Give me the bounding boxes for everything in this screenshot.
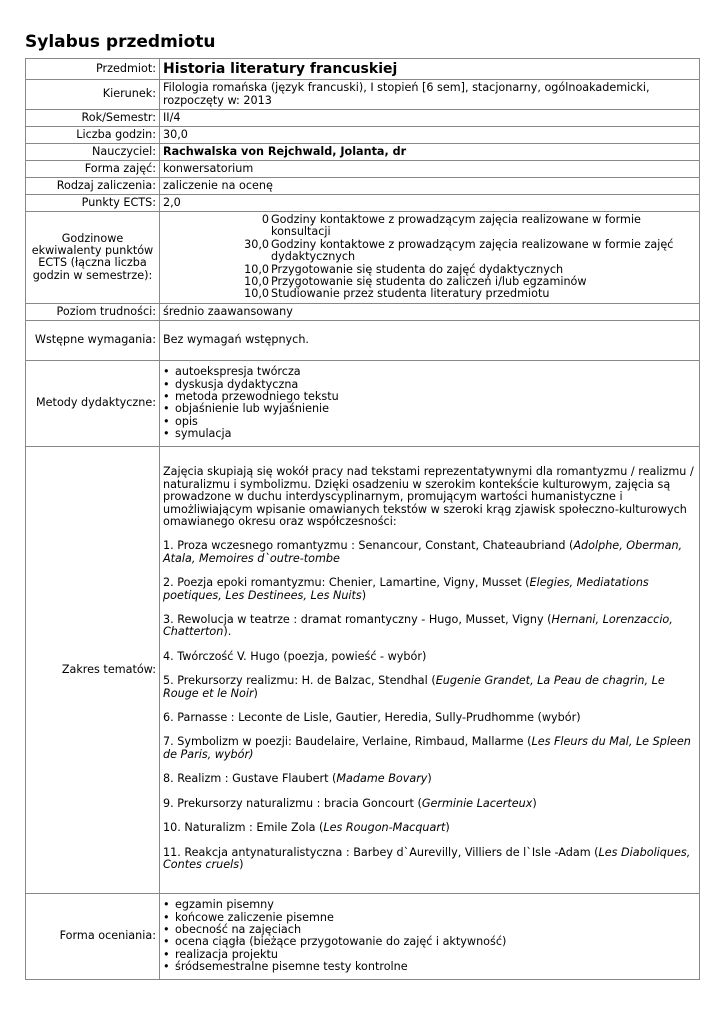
topic-end: ) [427, 772, 432, 786]
topic-works: Adolphe, Oberman, Atala, Memoires d`outre-tombe [163, 539, 683, 565]
label-poziom: Poziom trudności: [26, 303, 160, 320]
label-wymagania: Wstępne wymagania: [26, 320, 160, 360]
row-zaliczenie [26, 178, 700, 195]
topic-item [163, 736, 696, 761]
label-rok: Rok/Semestr: [26, 110, 160, 127]
topic-works: Elegies, Mediatations poetiques, Les Destinees, Les Nuits [163, 576, 649, 602]
topic-text: 4. Twórczość V. Hugo (poezja, powieść - wybór) [163, 649, 427, 663]
value-kierunek: Filologia romańska (język francuski), I stopień [6 sem], stacjonarny, ogólnoakademicki, rozpoczęty w: 2013 [160, 80, 700, 110]
list-item: • opis [163, 416, 696, 428]
topic-end: ) [445, 821, 450, 835]
hours-item [163, 288, 696, 300]
topic-item [163, 577, 696, 602]
hours-description: Przygotowanie się studenta do zajęć dydaktycznych [271, 262, 564, 276]
value-przedmiot: Historia literatury francuskiej [160, 59, 700, 80]
value-nauczyciel: Rachwalska von Rejchwald, Jolanta, dr [160, 144, 700, 161]
row-ects [26, 195, 700, 212]
list-item: • symulacja [163, 428, 696, 440]
value-wymagania: Bez wymagań wstępnych. [160, 320, 700, 360]
topic-text: 7. Symbolizm w poezji: Baudelaire, Verlaine, Rimbaud, Mallarme ( [163, 735, 532, 749]
page-title: Sylabus przedmiotu [25, 32, 216, 52]
value-poziom: średnio zaawansowany [160, 303, 700, 320]
list-item: • ocena ciągła (bieżące przygotowanie do zajęć i aktywność) [163, 936, 696, 948]
topic-item [163, 847, 696, 872]
hours-value: 0 [261, 213, 269, 226]
value-forma: konwersatorium [160, 161, 700, 178]
list-item: • metoda przewodniego tekstu [163, 391, 696, 403]
value-ocenianie [160, 893, 700, 979]
row-zakres [26, 446, 700, 893]
assessment-list [163, 899, 696, 973]
label-ekwiwalenty [26, 212, 160, 304]
topic-text: 8. Realizm : Gustave Flaubert ( [163, 772, 337, 786]
topic-text: 3. Rewolucja w teatrze : dramat romantyczny - Hugo, Musset, Vigny ( [163, 613, 552, 627]
row-ekwiwalenty [26, 212, 700, 304]
value-zakres [160, 446, 700, 893]
topic-end: ) [532, 796, 537, 810]
row-forma [26, 161, 700, 178]
hours-value: 10,0 [244, 287, 269, 301]
topic-text: 10. Naturalizm : Emile Zola ( [163, 821, 324, 835]
topic-end: ) [239, 857, 244, 871]
methods-list [163, 366, 696, 440]
topic-item [163, 798, 696, 810]
topic-text: 2. Poezja epoki romantyzmu: Chenier, Lamartine, Vigny, Musset ( [163, 576, 530, 590]
label-forma: Forma zajęć: [26, 161, 160, 178]
topic-works: Madame Bovary [336, 772, 428, 786]
hours-value: 10,0 [244, 275, 269, 289]
row-poziom [26, 303, 700, 320]
topic-end: ). [223, 625, 232, 639]
label-ekwiwalenty-text: Godzinowe ekwiwalenty punktów ECTS (łączna liczba godzin w semestrze): [31, 231, 154, 282]
topic-text: 6. Parnasse : Leconte de Lisle, Gautier, Heredia, Sully-Prudhomme (wybór) [163, 711, 581, 725]
list-item: • śródsemestralne pisemne testy kontrolne [163, 961, 696, 973]
hours-value: 10,0 [244, 262, 269, 276]
topic-item [163, 614, 696, 639]
row-kierunek [26, 80, 700, 110]
list-item: • objaśnienie lub wyjaśnienie [163, 403, 696, 415]
row-metody [26, 360, 700, 446]
label-zaliczenie: Rodzaj zaliczenia: [26, 178, 160, 195]
row-wymagania [26, 320, 700, 360]
hours-description: Godziny kontaktowe z prowadzącym zajęcia realizowane w formie konsultacji [271, 213, 641, 239]
hours-description: Przygotowanie się studenta do zaliczeń i/lub egzaminów [271, 275, 587, 289]
list-item: • obecność na zajęciach [163, 924, 696, 936]
topic-item [163, 675, 696, 700]
value-ekwiwalenty [160, 212, 700, 304]
topic-item [163, 651, 696, 663]
value-ects: 2,0 [160, 195, 700, 212]
label-przedmiot: Przedmiot: [26, 59, 160, 80]
value-godziny: 30,0 [160, 127, 700, 144]
value-metody [160, 360, 700, 446]
topic-works: Les Fleurs du Mal, Le Spleen de Paris, wybór) [163, 735, 691, 761]
topic-item [163, 540, 696, 565]
topic-works: Les Diaboliques, Contes cruels [163, 845, 691, 871]
label-kierunek: Kierunek: [26, 80, 160, 110]
label-godziny: Liczba godzin: [26, 127, 160, 144]
label-nauczyciel: Nauczyciel: [26, 144, 160, 161]
hours-description: Godziny kontaktowe z prowadzącym zajęcia realizowane w formie zajęć dydaktycznych [271, 237, 674, 264]
row-ocenianie [26, 893, 700, 979]
topic-text: 9. Prekursorzy naturalizmu : bracia Goncourt ( [163, 796, 422, 810]
topic-works: Les Rougon-Macquart [323, 821, 446, 835]
hours-item [163, 239, 696, 264]
row-rok [26, 110, 700, 127]
topic-end: ) [253, 686, 258, 700]
topic-item [163, 822, 696, 834]
list-item: • końcowe zaliczenie pisemne [163, 912, 696, 924]
list-item: • autoekspresja twórcza [163, 366, 696, 378]
row-godziny [26, 127, 700, 144]
syllabus-table [25, 58, 700, 980]
topic-item [163, 712, 696, 724]
topic-text: 5. Prekursorzy realizmu: H. de Balzac, Stendhal ( [163, 674, 436, 688]
topic-text: 11. Reakcja antynaturalistyczna : Barbey d`Aurevilly, Villiers de l`Isle -Adam ( [163, 845, 599, 859]
label-ocenianie: Forma oceniania: [26, 893, 160, 979]
topics-intro: Zajęcia skupiają się wokół pracy nad tekstami reprezentatywnymi dla romantyzmu / realizmu / naturalizmu i symbolizmu. Dzięki osadzeniu w szerokim kontekście kulturowym, zajęcia są prowadzone w duchu interdyscyplinarnym, promującym wartości humanistyczne i umożliwiającym wpisanie omawianych tekstów w szeroki krąg zjawisk społeczno-kulturowych omawianego okresu oraz współczesności: [163, 465, 694, 528]
hours-description: Studiowanie przez studenta literatury przedmiotu [271, 287, 550, 301]
label-zakres: Zakres tematów: [26, 446, 160, 893]
label-metody: Metody dydaktyczne: [26, 360, 160, 446]
hours-value: 30,0 [244, 237, 269, 251]
hours-item [163, 214, 696, 239]
label-ects: Punkty ECTS: [26, 195, 160, 212]
topic-end: ) [361, 588, 367, 602]
topic-works: Eugenie Grandet, La Peau de chagrin, Le Rouge et le Noir [163, 674, 665, 700]
list-item: • realizacja projektu [163, 949, 696, 961]
row-nauczyciel [26, 144, 700, 161]
value-rok: II/4 [160, 110, 700, 127]
list-item: • dyskusja dydaktyczna [163, 379, 696, 391]
topic-works: Hernani, Lorenzaccio, Chatterton [163, 613, 673, 639]
row-przedmiot [26, 59, 700, 80]
topic-works: Germinie Lacerteux [421, 796, 533, 810]
topic-text: 1. Proza wczesnego romantyzmu : Senancour, Constant, Chateaubriand ( [163, 539, 574, 553]
topic-item [163, 773, 696, 785]
list-item: • egzamin pisemny [163, 899, 696, 911]
value-zaliczenie: zaliczenie na ocenę [160, 178, 700, 195]
